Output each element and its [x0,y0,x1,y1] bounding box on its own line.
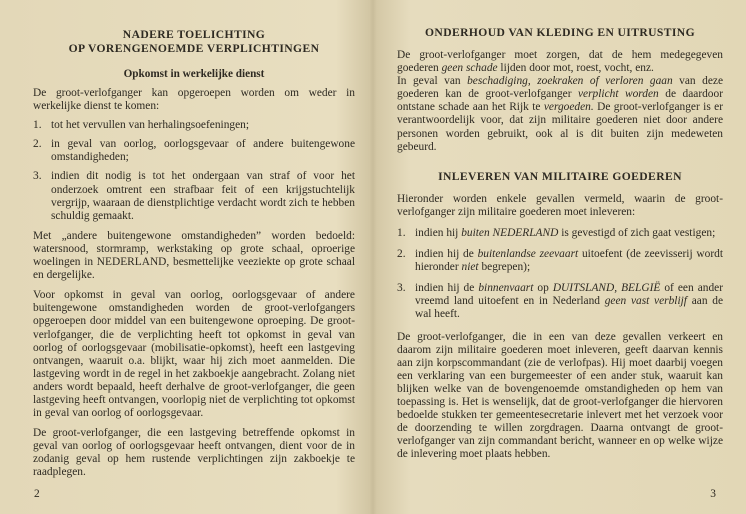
list-text: indien hij de buitenlandse zeevaart uitoefent (de zeevisserij wordt hieronder niet begrepen); [415,248,723,274]
paragraph-lastgeving: De groot-verlofganger, die een lastgeving betreffende opkomst in geval van oorlog of oorlogsgevaar heeft ontvangen, dient voor de in zodanig geval op hem rustende verplichtingen zijn zakboekje te raadplegen. [33,427,355,479]
list-text: tot het vervullen van herhalingsoefeningen; [51,119,250,132]
list-item [397,227,723,240]
list-number: 1. [33,119,42,132]
paragraph-inleveren-procedure: De groot-verlofganger, die in een van deze gevallen verkeert en daarom zijn militaire goederen moet inleveren, geeft daarvan kennis aan zijn korpscommandant (zie de verlofpas). Hij moet daarbij voegen een verklaring van een burgemeester of een ander stuk, waaruit kan blijken welke van de bovengenoemde omstandigheden op hem van toepassing is. Het is wenselijk, dat de groot-verlofganger die hiervoren bedoelde stukken ter gemeentesecretarie inlevert met het verzoek voor de doorzending te willen zorgdragen. Daarna ontvangt de groot-verlofganger van zijn commandant bericht, wanneer en op welke wijze de inlevering moet plaats hebben. [397,330,723,461]
page-number-right: 3 [710,488,716,500]
list-number: 1. [397,226,406,239]
list-number: 3. [397,282,406,295]
subheading-opkomst: Opkomst in werkelijke dienst [123,68,265,80]
list-text: indien hij de binnenvaart op DUITSLAND, BELGIË of een ander vreemd land uitoefent en in Nederland geen vast verblijf aan de wal heeft. [415,282,724,321]
list-number: 3. [33,170,42,183]
list-text: indien hij buiten NEDERLAND is gevestigd of zich gaat vestigen; [415,226,716,239]
list-item [33,138,355,164]
list-item [397,248,723,274]
list-item [33,119,355,132]
right-page [373,0,746,514]
paragraph-buitengewone-omstandigheden: Met „andere buitengewone omstandigheden” worden bedoeld: watersnood, stormramp, werkstaking op grote schaal, oproerige woelingen in NEDERLAND, besmettelijke veeziekte op grote schaal en dergelijke. [33,229,355,282]
list-number: 2. [33,138,42,151]
list-number: 2. [397,248,406,261]
heading-onderhoud: ONDERHOUD VAN KLEDING EN UITRUSTING [425,26,695,39]
intro-inleveren: Hieronder worden enkele gevallen vermeld, waarin de groot-verlofganger zijn militaire goederen moet inleveren: [397,192,723,218]
heading-verplichtingen: OP VORENGENOEMDE VERPLICHTINGEN [68,42,320,55]
paragraph-opkomst-oorlog: Voor opkomst in geval van oorlog, oorlogsgevaar of andere buitengewone omstandigheden worden de groot-verlofgangers opgeroepen door middel van een buitengewone oproeping. De groot-verlofganger, die de verplichting heeft tot opkomst in geval van oorlog of oorlogsgevaar (mobilisatie-opkomst), heeft een lastgeving ontvangen, waaruit o.a. blijkt, waar hij zich moet aanmelden. Die lastgeving wordt in de regel in het zakboekje aangebracht. Zolang niet anders wordt bepaald, heeft derhalve de groot-verlofganger, die geen lastgeving heeft ontvangen, voorlopig niet de verplichting tot opkomst in geval van oorlog of oorlogsgevaar. [33,289,355,420]
list-text: indien dit nodig is tot het ondergaan van straf of voor het onderzoek omtrent een strafbaar feit of een krijgstuchtelijk vergrijp, waaraan de dienstplichtige verdacht wordt zich te hebben schuldig gemaakt. [51,170,355,222]
list-item [397,282,723,321]
paragraph-beschadiging: In geval van beschadiging, zoekraken of verloren gaan van deze goederen kan de groot-verlofganger verplicht worden de daardoor ontstane schade aan het Rijk te vergoeden. De groot-verlofganger is er verantwoordelijk voor, dat zijn militaire goederen niet door andere personen worden gebruikt, ook al is dit buiten zijn medeweten gebeurd. [397,75,723,153]
page-number-left: 2 [34,488,40,500]
list-item [33,170,355,222]
right-page-column [397,26,723,461]
intro-paragraph: De groot-verlofganger kan opgeroepen worden om weder in werkelijke dienst te komen: [33,87,355,113]
heading-inleveren: INLEVEREN VAN MILITAIRE GOEDEREN [438,169,682,183]
list-text: in geval van oorlog, oorlogsgevaar of andere buitengewone omstandigheden; [51,138,355,164]
left-page-column [33,28,355,480]
paragraph-zorgen: De groot-verlofganger moet zorgen, dat de hem medegegeven goederen geen schade lijden door mot, roest, vocht, enz. [397,49,723,75]
heading-nadere-toelichting: NADERE TOELICHTING [122,28,266,41]
